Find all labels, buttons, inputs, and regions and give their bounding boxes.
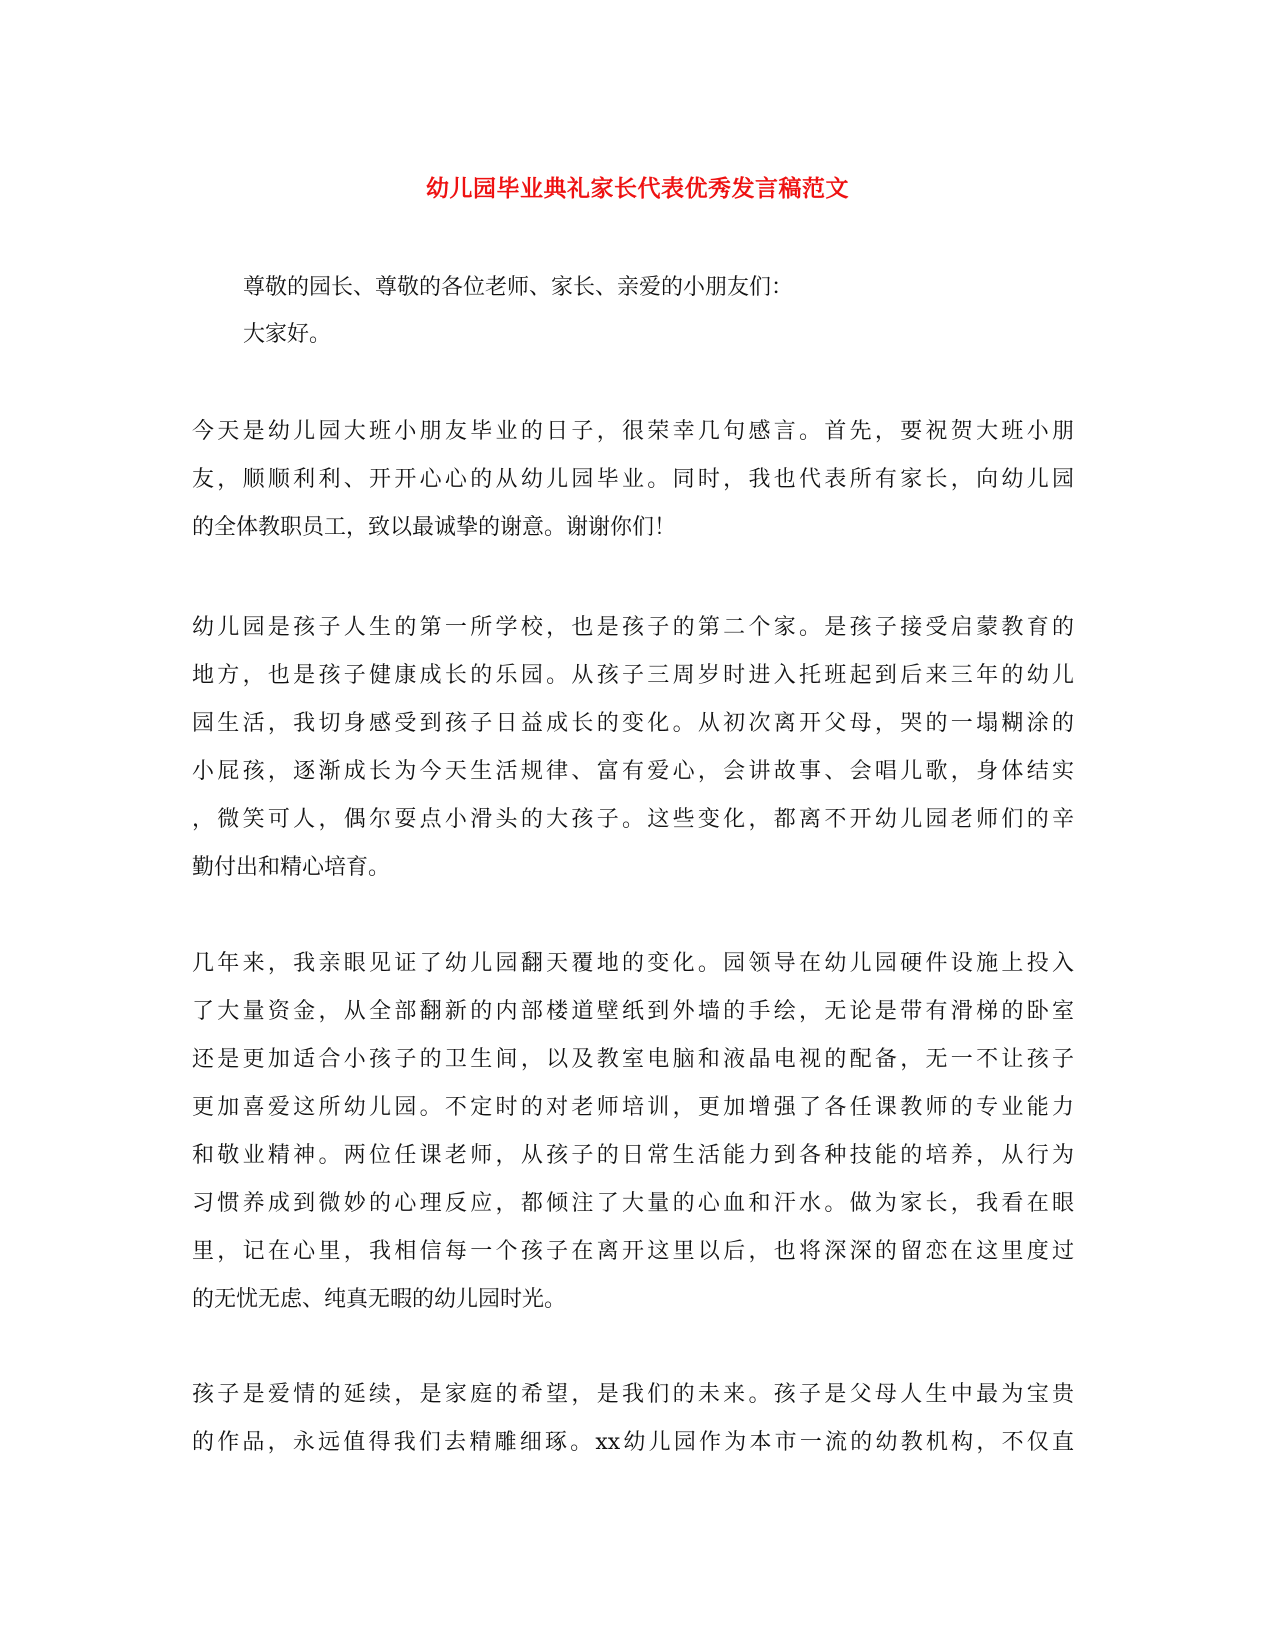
paragraph-line: 友，顺顺利利、开开心心的从幼儿园毕业。同时，我也代表所有家长，向幼儿园 — [192, 467, 1074, 492]
paragraph-line: 今天是幼儿园大班小朋友毕业的日子，很荣幸几句感言。首先，要祝贺大班小朋 — [192, 419, 1074, 444]
paragraph-line: 的无忧无虑、纯真无暇的幼儿园时光。 — [192, 1287, 567, 1312]
paragraph-4 — [192, 1371, 1074, 1467]
paragraph-line: 和敬业精神。两位任课老师，从孩子的日常生活能力到各种技能的培养，从行为 — [192, 1143, 1074, 1168]
paragraph-line: 还是更加适合小孩子的卫生间，以及教室电脑和液晶电视的配备，无一不让孩子 — [192, 1047, 1074, 1072]
paragraph-line: 的全体教职员工，致以最诚挚的谢意。谢谢你们！ — [192, 515, 677, 540]
salutation: 尊敬的园长、尊敬的各位老师、家长、亲爱的小朋友们： — [243, 275, 794, 300]
greeting: 大家好。 — [243, 322, 332, 347]
paragraph-line: 孩子是爱情的延续，是家庭的希望，是我们的未来。孩子是父母人生中最为宝贵 — [192, 1382, 1074, 1407]
paragraph-line: 更加喜爱这所幼儿园。不定时的对老师培训，更加增强了各任课教师的专业能力 — [192, 1095, 1074, 1120]
document-title: 幼儿园毕业典礼家长代表优秀发言稿范文 — [426, 175, 849, 202]
paragraph-line: 小屁孩，逐渐成长为今天生活规律、富有爱心，会讲故事、会唱儿歌，身体结实 — [192, 759, 1074, 784]
paragraph-line: 里，记在心里，我相信每一个孩子在离开这里以后，也将深深的留恋在这里度过 — [192, 1239, 1074, 1264]
paragraph-line: 园生活，我切身感受到孩子日益成长的变化。从初次离开父母，哭的一塌糊涂的 — [192, 711, 1074, 736]
paragraph-line: 勤付出和精心培育。 — [192, 855, 391, 880]
paragraph-1 — [192, 408, 1074, 552]
paragraph-line: ，微笑可人，偶尔耍点小滑头的大孩子。这些变化，都离不开幼儿园老师们的辛 — [192, 807, 1074, 832]
paragraph-3 — [192, 940, 1074, 1324]
paragraph-line: 了大量资金，从全部翻新的内部楼道壁纸到外墙的手绘，无论是带有滑梯的卧室 — [192, 999, 1074, 1024]
paragraph-line: 幼儿园是孩子人生的第一所学校，也是孩子的第二个家。是孩子接受启蒙教育的 — [192, 615, 1074, 640]
paragraph-line: 的作品，永远值得我们去精雕细琢。xx幼儿园作为本市一流的幼教机构，不仅直 — [192, 1430, 1074, 1455]
paragraph-2 — [192, 604, 1074, 892]
paragraph-line: 几年来，我亲眼见证了幼儿园翻天覆地的变化。园领导在幼儿园硬件设施上投入 — [192, 951, 1074, 976]
paragraph-line: 习惯养成到微妙的心理反应，都倾注了大量的心血和汗水。做为家长，我看在眼 — [192, 1191, 1074, 1216]
paragraph-line: 地方，也是孩子健康成长的乐园。从孩子三周岁时进入托班起到后来三年的幼儿 — [192, 663, 1074, 688]
